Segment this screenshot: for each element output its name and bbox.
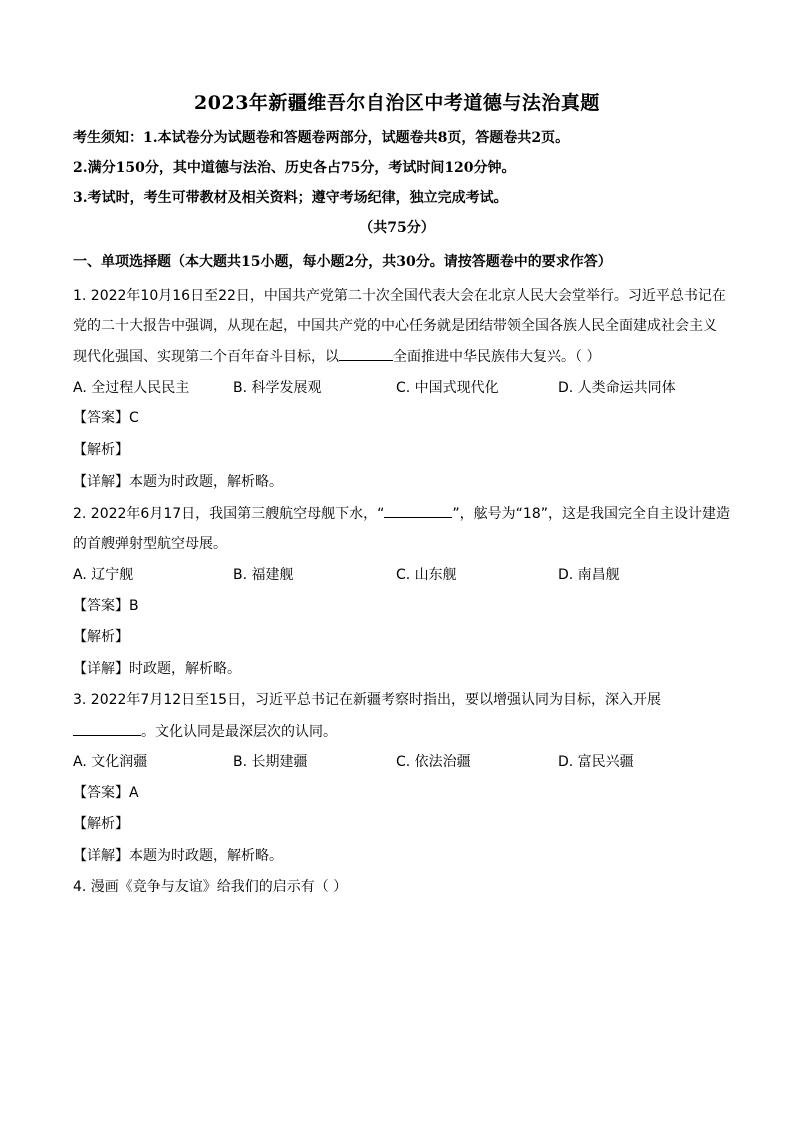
q1-answer: 【答案】C [73,410,139,426]
q1-option-b[interactable]: B. 科学发展观 [233,380,322,396]
q3-option-a[interactable]: A. 文化润疆 [73,754,148,770]
notice-line-2: 2.满分150分，其中道德与法治、历史各占75分，考试时间120分钟。 [73,160,516,176]
q1-detail: 【详解】本题为时政题，解析略。 [73,474,283,490]
q2-analysis-label: 【解析】 [73,629,129,645]
notice-line-3: 3.考试时，考生可带教材及相关资料；遵守考场纪律，独立完成考试。 [73,190,508,206]
q3-stem-line-1: 3. 2022年7月12日至15日，习近平总书记在新疆考察时指出，要以增强认同为目标，深入开展 [73,692,661,708]
q3-options [73,752,733,772]
q1-option-a[interactable]: A. 全过程人民民主 [73,380,190,396]
q1-stem-line-1: 1. 2022年10月16日至22日，中国共产党第二十次全国代表大会在北京人民大会堂举行。习近平总书记在 [73,288,726,304]
q3-option-c[interactable]: C. 依法治疆 [396,754,471,770]
notice-line-1: 考生须知：1.本试卷分为试题卷和答题卷两部分，试题卷共8页，答题卷共2页。 [73,130,570,146]
q3-answer: 【答案】A [73,785,139,801]
q2-option-c[interactable]: C. 山东舰 [396,567,457,583]
q1-stem-text-b: 全面推进中华民族伟大复兴。（ ） [393,349,601,365]
q2-stem-line-1 [73,503,733,524]
q2-option-b[interactable]: B. 福建舰 [233,567,294,583]
q1-options [73,378,733,398]
page-title: 2023年新疆维吾尔自治区中考道德与法治真题 [194,92,600,114]
q2-option-d[interactable]: D. 南昌舰 [558,567,620,583]
q2-fill-blank [384,503,452,518]
score-total: （共75分） [359,220,435,236]
q2-option-a[interactable]: A. 辽宁舰 [73,567,134,583]
q3-option-b[interactable]: B. 长期建疆 [233,754,308,770]
q1-analysis-label: 【解析】 [73,442,129,458]
q3-analysis-label: 【解析】 [73,816,129,832]
q1-stem-line-3 [73,346,733,367]
q1-stem-text-a: 现代化强国、实现第二个百年奋斗目标，以 [73,349,339,365]
q2-stem-text-a: 2. 2022年6月17日，我国第三艘航空母舰下水，“ [73,506,385,522]
q2-stem-text-b: ”，舷号为“18”，这是我国完全自主设计建造 [452,506,730,522]
q3-detail: 【详解】本题为时政题，解析略。 [73,848,283,864]
q1-stem-line-2: 党的二十大报告中强调，从现在起，中国共产党的中心任务就是团结带领全国各族人民全面建成社会主义 [73,318,717,334]
q3-option-d[interactable]: D. 富民兴疆 [558,754,634,770]
q3-stem-text-b: 。文化认同是最深层次的认同。 [141,724,337,740]
q1-option-c[interactable]: C. 中国式现代化 [396,380,499,396]
q2-options [73,565,733,585]
q2-answer: 【答案】B [73,598,139,614]
q2-detail: 【详解】时政题，解析略。 [73,661,241,677]
q1-fill-blank [339,346,393,361]
q4-stem-line-1: 4. 漫画《竞争与友谊》给我们的启示有（ ） [73,879,348,895]
q2-stem-line-2: 的首艘弹射型航空母展。 [73,536,227,552]
q1-option-d[interactable]: D. 人类命运共同体 [558,380,676,396]
q3-fill-blank [73,721,141,736]
q3-stem-line-2 [73,721,733,742]
section-heading: 一、单项选择题（本大题共15小题，每小题2分，共30分。请按答题卷中的要求作答） [73,254,612,270]
